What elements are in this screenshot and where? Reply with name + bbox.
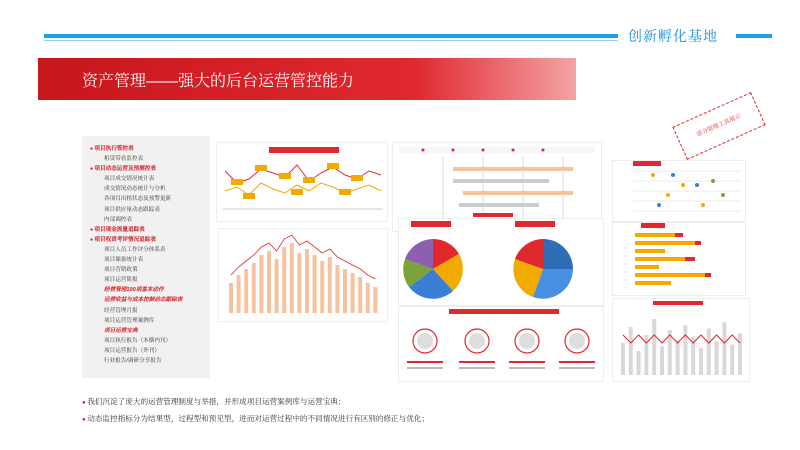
menu-item: 内部调控表 (104, 216, 132, 223)
thumb-bar (637, 351, 641, 375)
thumb-bar (683, 325, 687, 375)
thumb-bar (715, 341, 719, 375)
thumb-bar (320, 261, 324, 313)
thumb-bar (699, 348, 703, 375)
bar-chart-graphic (219, 229, 387, 321)
menu-item: 项目营销政策 (104, 267, 138, 274)
dot-plot-graphic (613, 161, 745, 221)
thumb-bar (237, 275, 241, 313)
pie-graphic (399, 219, 603, 305)
thumb-bar (267, 251, 271, 313)
thumb-profile-cards (398, 306, 604, 382)
menu-item: 项目运营报告（外刊） (104, 347, 160, 354)
tools-stamp: 部分管理工具展示 (672, 92, 765, 160)
thumb-bar (652, 319, 656, 375)
thumb-horizontal-bars (612, 222, 746, 296)
thumb-bar (328, 257, 332, 313)
menu-item: 经营管理月报 (104, 307, 138, 314)
note-bullet: ● 动态监控指标分为结果型，过程型和预见型，进而对运营过程中的不同情况进行有区别的修正与优化； (82, 411, 429, 428)
thumb-bar (629, 327, 633, 375)
thumb-bar-chart (218, 228, 388, 322)
menu-item: 经营管理100项基本动作 (104, 287, 164, 294)
menu-list (90, 144, 208, 366)
menu-item: 项目运营宝典 (104, 327, 138, 334)
top-rule (44, 34, 618, 38)
note-bullet: ● 我们沉淀了庞大的运营管理制度与举措，并形成项目运营案例库与运营宝典； (82, 394, 429, 411)
menu-item: 运营收益与成本控制动态跟踪表 (104, 297, 183, 304)
thumb-bar (366, 283, 370, 313)
thumb-bar (621, 343, 625, 375)
menu-item: 项目运营简报 (104, 277, 138, 284)
menu-item: 项目成交情况统计表 (104, 176, 155, 183)
thumb-bar (358, 277, 362, 313)
thumb-bar (722, 322, 726, 375)
profiles-graphic (399, 307, 603, 381)
menu-category: ● 项目执行管控表 (90, 144, 208, 154)
menu-item: 各项目出租状态及预警更新 (104, 196, 172, 203)
thumb-bar (244, 269, 248, 313)
line-chart-graphic (217, 143, 387, 221)
thumb-bar (282, 247, 286, 313)
menu-item: 成交情况动态统计与分析 (104, 186, 166, 193)
thumb-line-chart (216, 142, 388, 222)
menu-item: 项目运营管理案例库 (104, 317, 155, 324)
top-rule-right (736, 34, 772, 38)
thumb-pie-charts (398, 218, 604, 306)
menu-category: ● 项目动态运营及预测控表 (90, 164, 208, 174)
thumb-bar (676, 340, 680, 375)
thumb-bar (275, 259, 279, 313)
menu-item: 项目供应量动态跟踪表 (104, 206, 160, 213)
menu-category: ● 项目现金流量追踪表 (90, 225, 208, 235)
thumb-bar (290, 243, 294, 313)
thumb-title-bar (653, 301, 703, 305)
thumb-bar (730, 345, 734, 375)
menu-item: 项目人员工作评分体系表 (104, 246, 166, 253)
thumb-bar (259, 255, 263, 313)
top-rule-thin (44, 40, 618, 41)
hbar-graphic (613, 223, 745, 295)
banner-title: 资产管理——强大的后台运营管控能力 (82, 73, 355, 90)
thumb-bar (707, 329, 711, 375)
menu-category: ● 项目权责考评情况追踪表 (90, 235, 208, 245)
thumb-bar (252, 263, 256, 313)
thumb-combo-chart (612, 298, 750, 382)
thumb-bar (343, 269, 347, 313)
thumb-bar (313, 255, 317, 313)
thumb-bar (305, 249, 309, 313)
menu-item: 项目执行报告（本横内刊） (104, 337, 172, 344)
thumb-bar (297, 253, 301, 313)
notes (82, 394, 429, 428)
menu-item: 行业报告/调研分享报告 (104, 357, 162, 364)
combo-graphic (613, 299, 749, 381)
thumb-bar (738, 333, 742, 375)
thumb-bar (229, 283, 233, 313)
thumb-bar (660, 346, 664, 375)
menu-item: 项目储备统计表 (104, 257, 144, 264)
title-banner (38, 58, 576, 100)
thumb-bar (335, 265, 339, 313)
thumb-dot-plot (612, 160, 746, 222)
thumb-bar (351, 273, 355, 313)
thumb-bar (373, 287, 377, 313)
menu-item: 租赁带看监控表 (104, 156, 144, 163)
brand-title: 创新孵化基地 (628, 28, 718, 44)
